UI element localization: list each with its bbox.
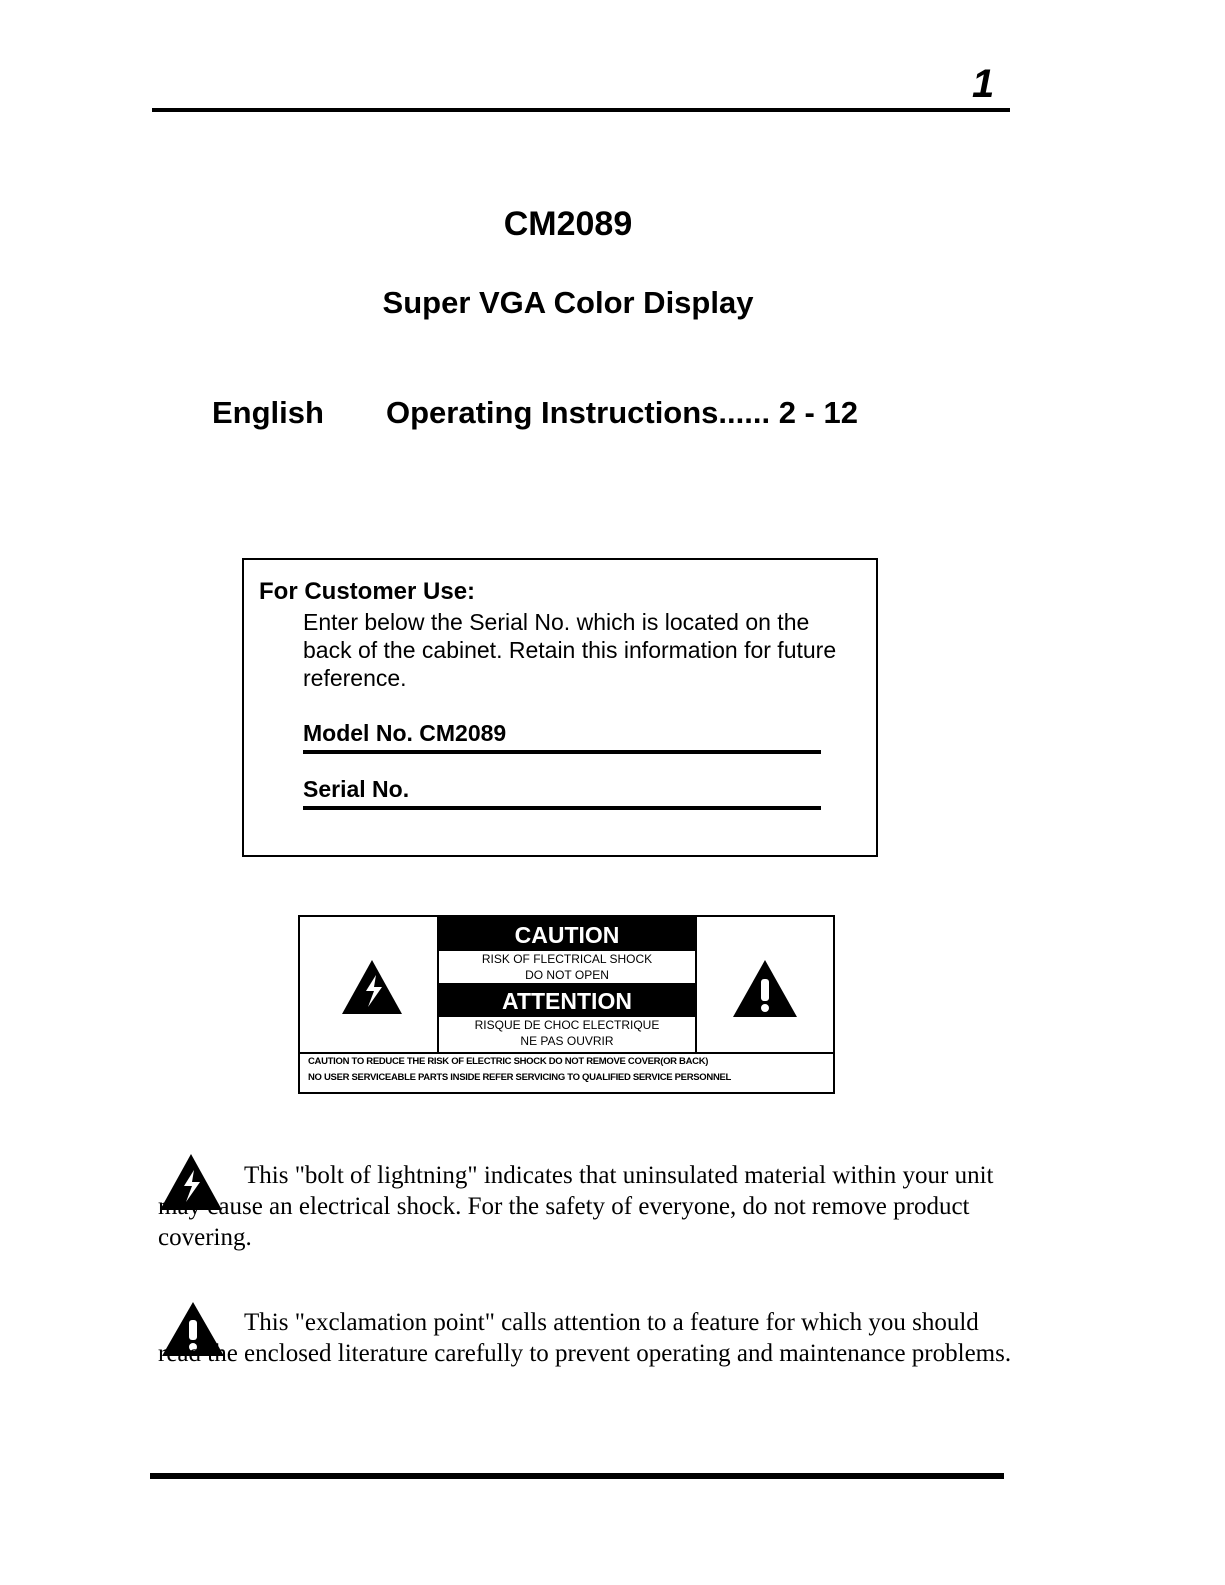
caution-footer-line-2: NO USER SERVICEABLE PARTS INSIDE REFER SERVICING TO QUALIFIED SERVICE PERSONNEL <box>308 1072 732 1083</box>
caution-footer <box>300 1052 833 1086</box>
lightning-note <box>158 1160 1018 1253</box>
caution-line-2: DO NOT OPEN <box>525 968 609 982</box>
caution-text-cell <box>437 917 697 1052</box>
top-rule <box>152 108 1010 112</box>
page-title: CM2089 <box>503 205 633 243</box>
attention-line-1: RISQUE DE CHOC ELECTRIQUE <box>474 1018 660 1032</box>
bottom-rule <box>150 1473 1004 1479</box>
attention-heading: ATTENTION <box>439 983 695 1017</box>
lightning-note-text: This "bolt of lightning" indicates that uninsulated material within your unit may cause an electrical shock. For the safety of everyone, do not remove product covering. <box>158 1162 994 1251</box>
toc-entry: Operating Instructions...... 2 - 12 <box>386 395 858 430</box>
caution-line-1: RISK OF FLECTRICAL SHOCK <box>481 952 653 966</box>
serial-number-field: Serial No. <box>303 776 821 810</box>
lightning-warning-icon <box>300 917 437 1052</box>
caution-heading: CAUTION <box>439 917 695 951</box>
attention-line-2: NE PAS OUVRIR <box>520 1034 614 1048</box>
exclamation-cell <box>695 917 833 1052</box>
model-number-field: Model No. CM2089 <box>303 720 821 754</box>
page-number: 1 <box>972 62 995 106</box>
exclamation-note <box>158 1307 1018 1369</box>
customer-box-text: Enter below the Serial No. which is located on the back of the cabinet. Retain this information for future reference. <box>303 609 837 691</box>
exclamation-note-text: This "exclamation point" calls attention to a feature for which you should read the enclosed literature carefully to prevent operating and maintenance problems. <box>158 1309 1012 1367</box>
toc-language: English <box>212 395 324 430</box>
attention-text <box>439 1017 695 1049</box>
caution-label <box>298 915 835 1094</box>
caution-text <box>439 951 695 983</box>
exclamation-warning-icon <box>695 917 833 1052</box>
caution-footer-line-1: CAUTION TO REDUCE THE RISK OF ELECTRIC SHOCK DO NOT REMOVE COVER(OR BACK) <box>308 1056 709 1067</box>
customer-use-box <box>242 558 878 857</box>
page-subtitle: Super VGA Color Display <box>382 285 754 320</box>
lightning-cell <box>300 917 437 1052</box>
customer-box-heading: For Customer Use: <box>259 578 476 605</box>
